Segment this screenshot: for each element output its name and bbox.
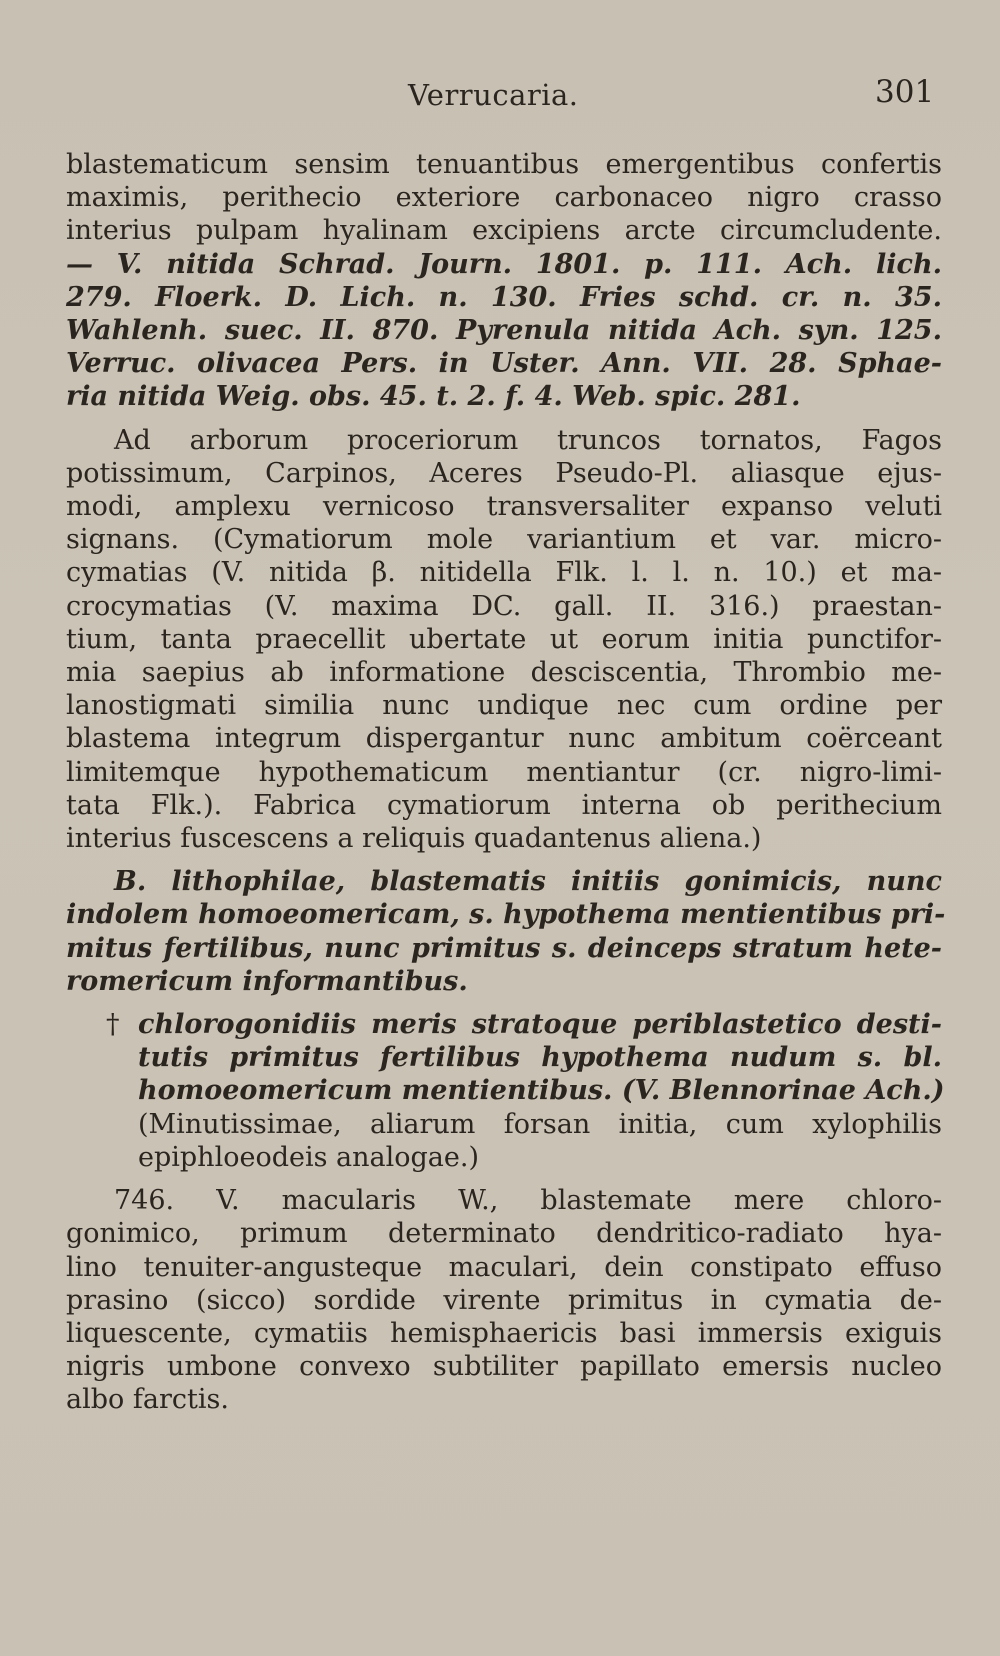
text-line: tium, tanta praecellit ubertate ut eorum initia punctifor-	[66, 623, 942, 655]
text-line: maximis, perithecio exteriore carbonaceo nigro crasso	[66, 182, 942, 214]
page-number: 301	[875, 74, 935, 110]
text-line: Wahlenh. suec. II. 870. Pyrenula nitida Ach. syn. 125.	[66, 315, 942, 347]
text-line: limitemque hypothematicum mentiantur (cr. nigro-limi-	[66, 756, 942, 788]
text-line: (Minutissimae, aliarum forsan initia, cum xylophilis	[138, 1108, 942, 1140]
text-line: modi, amplexu vernicoso transversaliter expanso veluti	[66, 491, 942, 523]
text-line: indolem homoeomericam, s. hypothema mentientibus pri-	[66, 899, 946, 931]
text-line: mitus fertilibus, nunc primitus s. deinceps stratum hete-	[66, 932, 942, 964]
paragraph-section-b	[66, 865, 946, 998]
text-line: albo farctis.	[66, 1384, 229, 1416]
text-line: crocymatias (V. maxima DC. gall. II. 316.) praestan-	[66, 590, 942, 622]
dagger-mark: †	[106, 1009, 120, 1041]
text-line: liquescente, cymatiis hemisphaericis basi immersis exiguis	[66, 1317, 942, 1349]
text-line: tutis primitus fertilibus hypothema nudum s. bl.	[138, 1042, 942, 1074]
text-line: lanostigmati similia nunc undique nec cum ordine per	[66, 690, 942, 722]
running-head: Verrucaria.	[408, 78, 579, 112]
text-line: chlorogonidiis meris stratoque periblastetico desti-	[138, 1009, 942, 1041]
text-line: 279. Floerk. D. Lich. n. 130. Fries schd. cr. n. 35.	[66, 281, 942, 313]
page-body	[66, 148, 946, 1417]
text-line: blastema integrum dispergantur nunc ambitum coërceant	[66, 723, 942, 755]
text-line: 746. V. macularis W., blastemate mere chloro-	[114, 1185, 942, 1217]
text-line: signans. (Cymatiorum mole variantium et var. micro-	[66, 524, 942, 556]
text-line: cymatias (V. nitida β. nitidella Flk. l. l. n. 10.) et ma-	[66, 557, 942, 589]
text-line: Verruc. olivacea Pers. in Uster. Ann. VII. 28. Sphae-	[66, 348, 942, 380]
text-line: ria nitida Weig. obs. 45. t. 2. f. 4. Web. spic. 281.	[66, 381, 801, 413]
text-line: Ad arborum proceriorum truncos tornatos, Fagos	[114, 424, 942, 456]
paragraph-species-746	[66, 1184, 942, 1416]
text-line: romericum informantibus.	[66, 965, 468, 997]
paragraph-description	[66, 148, 942, 414]
text-line: interius fuscescens a reliquis quadantenus aliena.)	[66, 823, 762, 855]
text-line: blastematicum sensim tenuantibus emergentibus confertis	[66, 149, 942, 180]
text-line: mia saepius ab informatione desciscentia, Thrombio me-	[66, 657, 942, 689]
paragraph-habitat	[66, 424, 942, 856]
text-line: prasino (sicco) sordide virente primitus in cymatia de-	[66, 1284, 942, 1316]
text-line: — V. nitida Schrad. Journ. 1801. p. 111. Ach. lich.	[66, 248, 942, 280]
text-line: tata Flk.). Fabrica cymatiorum interna ob perithecium	[66, 789, 942, 821]
text-line: potissimum, Carpinos, Aceres Pseudo-Pl. aliasque ejus-	[66, 457, 942, 489]
paragraph-subsection-dagger	[66, 1008, 945, 1174]
page-header	[0, 72, 1000, 112]
text-line: homoeomericum mentientibus. (V. Blennorinae Ach.)	[138, 1075, 945, 1107]
text-line: lino tenuiter-angusteque maculari, dein constipato effuso	[66, 1251, 942, 1283]
text-line: nigris umbone convexo subtiliter papillato emersis nucleo	[66, 1351, 942, 1383]
text-line: interius pulpam hyalinam excipiens arcte circumcludente.	[66, 215, 942, 247]
text-line: gonimico, primum determinato dendritico-radiato hya-	[66, 1218, 942, 1250]
text-line: B. lithophilae, blastematis initiis gonimicis, nunc	[114, 866, 942, 898]
text-line: epiphloeodeis analogae.)	[138, 1141, 479, 1173]
